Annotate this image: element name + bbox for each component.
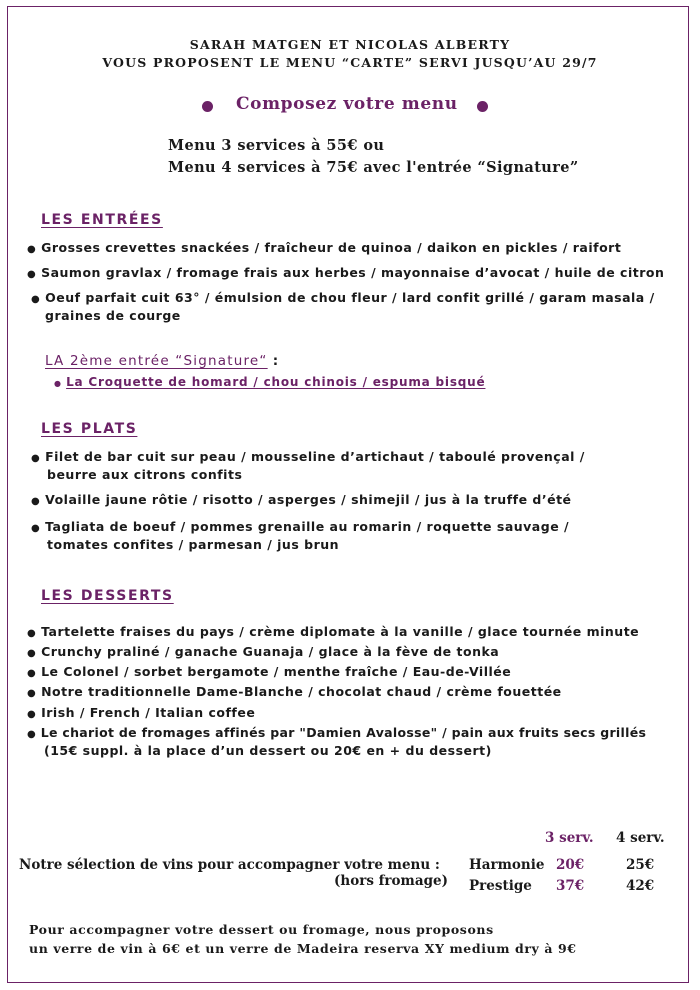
item-text: Irish / French / Italian coffee — [41, 705, 256, 720]
wine-row-harmonie-name: Harmonie — [469, 857, 545, 873]
list-item — [27, 684, 562, 699]
item-text: Saumon gravlax / fromage frais aux herbes / mayonnaise d’avocat / huile de citron — [41, 265, 665, 280]
list-item-continuation: beurre aux citrons confits — [47, 467, 243, 482]
bullet-icon: ● — [31, 523, 41, 534]
bullet-dot-left-icon — [202, 101, 213, 112]
bullet-icon: ● — [27, 244, 37, 255]
wine-label-line-2: (hors fromage) — [334, 873, 448, 889]
item-text: Le Colonel / sorbet bergamote / menthe fraîche / Eau-de-Villée — [41, 664, 512, 679]
list-item — [27, 240, 621, 255]
section-title-desserts: LES DESSERTS — [41, 588, 174, 604]
section-title-entrees: LES ENTRÉES — [41, 212, 163, 228]
wine-col-4-services: 4 serv. — [616, 830, 665, 846]
wine-row-harmonie-price-4: 25€ — [626, 857, 655, 873]
menu-option-4-services: Menu 4 services à 75€ avec l'entrée “Signature” — [168, 159, 579, 176]
bullet-icon: ● — [27, 688, 37, 699]
bullet-icon: ● — [27, 668, 37, 679]
item-text: Volaille jaune rôtie / risotto / asperges / shimejil / jus à la truffe d’été — [45, 492, 572, 507]
bullet-icon: ● — [54, 379, 61, 388]
signature-title: LA 2ème entrée “Signature“ — [45, 353, 268, 369]
wine-row-prestige-price-4: 42€ — [626, 878, 655, 894]
bullet-icon: ● — [27, 648, 37, 659]
item-text: Oeuf parfait cuit 63° / émulsion de chou fleur / lard confit grillé / garam masala / — [45, 290, 655, 305]
compose-title: Composez votre menu — [236, 94, 458, 114]
wine-col-3-services: 3 serv. — [545, 830, 594, 846]
item-text: Crunchy praliné / ganache Guanaja / glace à la fève de tonka — [41, 644, 500, 659]
list-item-continuation: graines de courge — [45, 308, 181, 323]
bullet-icon: ● — [31, 294, 41, 305]
bullet-icon: ● — [27, 269, 37, 280]
wine-row-prestige-price-3: 37€ — [556, 878, 585, 894]
bullet-icon: ● — [31, 453, 41, 464]
header-line-2: VOUS PROPOSENT LE MENU “CARTE” SERVI JUSQU’AU 29/7 — [102, 55, 598, 70]
header-line-1: SARAH MATGEN ET NICOLAS ALBERTY — [189, 37, 511, 52]
wine-row-harmonie-price-3: 20€ — [556, 857, 585, 873]
list-item — [27, 725, 646, 740]
bullet-icon: ● — [27, 709, 37, 720]
item-text: Tartelette fraises du pays / crème diplomate à la vanille / glace tournée minute — [41, 624, 640, 639]
list-item — [27, 664, 511, 679]
signature-item-text: La Croquette de homard / chou chinois / espuma bisqué — [66, 375, 486, 389]
footer-line-2: un verre de vin à 6€ et un verre de Madeira reserva XY medium dry à 9€ — [29, 941, 577, 956]
list-item — [31, 492, 572, 507]
item-text: Grosses crevettes snackées / fraîcheur de quinoa / daikon en pickles / raifort — [41, 240, 622, 255]
list-item — [31, 449, 585, 464]
wine-label-line-1: Notre sélection de vins pour accompagner votre menu : — [19, 857, 440, 873]
list-item — [31, 290, 655, 305]
list-item-continuation: (15€ suppl. à la place d’un dessert ou 20€ en + du dessert) — [44, 743, 492, 758]
list-item — [31, 519, 569, 534]
list-item-continuation: tomates confites / parmesan / jus brun — [47, 537, 340, 552]
wine-row-prestige-name: Prestige — [469, 878, 532, 894]
menu-option-3-services: Menu 3 services à 55€ ou — [168, 137, 385, 154]
list-item — [27, 265, 664, 280]
bullet-icon: ● — [31, 496, 41, 507]
signature-item — [54, 371, 485, 390]
bullet-icon: ● — [27, 628, 37, 639]
list-item — [27, 644, 499, 659]
bullet-icon: ● — [27, 729, 37, 740]
signature-heading — [45, 350, 278, 369]
item-text: Tagliata de boeuf / pommes grenaille au romarin / roquette sauvage / — [45, 519, 570, 534]
section-title-plats: LES PLATS — [41, 421, 138, 437]
footer-line-1: Pour accompagner votre dessert ou fromage, nous proposons — [29, 922, 494, 937]
list-item — [27, 705, 255, 720]
bullet-dot-right-icon — [477, 101, 488, 112]
item-text: Notre traditionnelle Dame-Blanche / chocolat chaud / crème fouettée — [41, 684, 562, 699]
item-text: Filet de bar cuit sur peau / mousseline d’artichaut / taboulé provençal / — [45, 449, 585, 464]
item-text: Le chariot de fromages affinés par "Damien Avalosse" / pain aux fruits secs grillés — [40, 725, 647, 740]
signature-colon: : — [272, 353, 279, 369]
list-item — [27, 624, 639, 639]
